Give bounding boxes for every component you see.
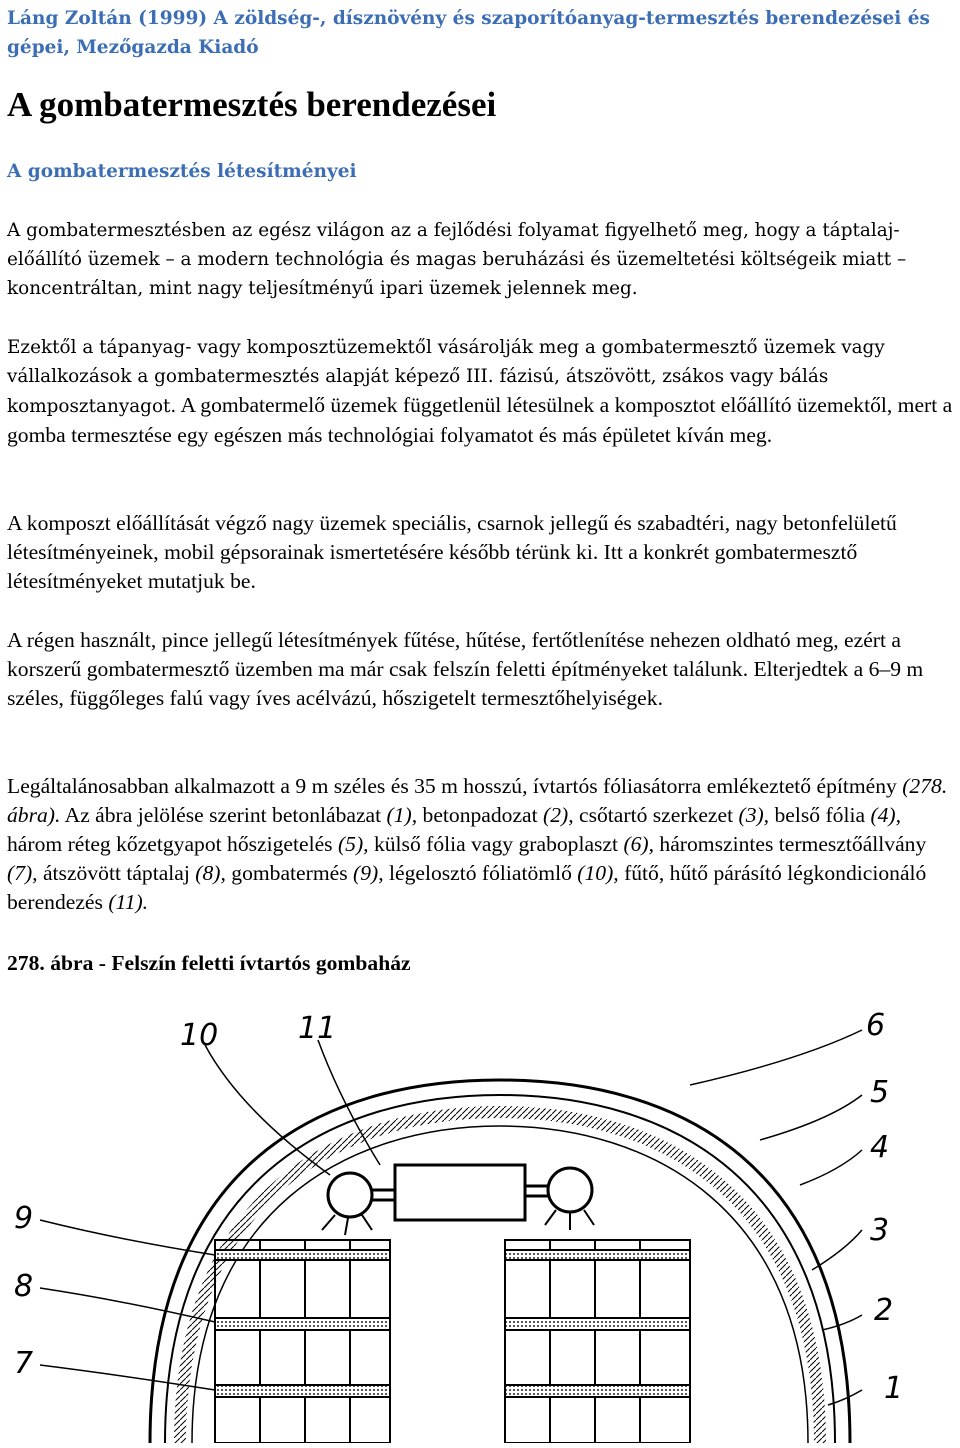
p5-text: csőtartó szerkezet	[573, 803, 739, 827]
source-line-1: Láng Zoltán (1999) A zöldség-, dísznövény és szaporítóanyag-termesztés berendezései és	[7, 8, 930, 29]
p5-text: Az ábra jelölése szerint betonlábazat	[60, 803, 387, 827]
p5-text: belső fólia	[769, 803, 871, 827]
p5-ref: (4),	[870, 803, 902, 827]
paragraph-3: A komposzt előállítását végző nagy üzemek speciális, csarnok jellegű és szabadtéri, nagy betonfelületű létesítményeinek, mobil gépsorainak ismertetésére később térünk ki. Itt a konkrét gombatermesztő létesítményeket mutatjuk be.	[7, 511, 897, 593]
p5-text: gombatermés	[225, 861, 354, 885]
paragraph-2-part-a: Ezektől a tápanyag- vagy komposztüzemektől vásárolják meg a gombatermesztő üzemek vagy vállalkozások a gombatermesztés alapját képező III. fázisú, átszövött, zsákos vagy bálás komposztanyagot.	[7, 337, 885, 417]
p5-text: háromszintes termesztőállvány	[654, 832, 927, 856]
shelving-left	[215, 1240, 390, 1443]
air-conditioning-unit	[395, 1165, 525, 1220]
mushroom-house-figure	[0, 1000, 960, 1443]
p5-ref: (10),	[577, 861, 619, 885]
p5-ref: (11).	[108, 890, 149, 914]
duct-left-circle	[328, 1173, 372, 1217]
label-2: 2	[874, 1293, 894, 1328]
figure-caption: 278. ábra - Felszín feletti ívtartós gombaház	[7, 951, 411, 975]
shelving-right	[505, 1240, 690, 1443]
label-8: 8	[14, 1269, 34, 1304]
label-11: 11	[298, 1011, 337, 1046]
label-5: 5	[870, 1075, 890, 1110]
label-3: 3	[870, 1213, 890, 1248]
p5-ref: (8),	[195, 861, 226, 885]
source-citation	[7, 4, 955, 62]
source-line-2: gépei, Mezőgazda Kiadó	[7, 37, 259, 58]
p5-text: betonpadozat	[417, 803, 544, 827]
p5-ref: (278. ábra).	[7, 774, 948, 827]
paragraph-1: A gombatermesztésben az egész világon az a fejlődési folyamat figyelhető meg, hogy a táptalaj-előállító üzemek – a modern technológia és magas beruházási és üzemeltetési költségeik miatt – koncentráltan, mint nagy teljesítményű ipari üzemek jelennek meg.	[7, 220, 907, 299]
label-4: 4	[870, 1130, 890, 1165]
paragraph-2-part-b: A gombatermelő üzemek függetlenül létesülnek a komposztot előállító üzemektől, mert a gomba termesztése egy egészen más technológiai folyamatot és más épületet kíván meg.	[7, 393, 953, 447]
label-7: 7	[14, 1346, 34, 1381]
p5-ref: (5),	[337, 832, 369, 856]
duct-right-circle	[548, 1168, 592, 1212]
p5-text: átszövött táptalaj	[37, 861, 196, 885]
p5-text: három réteg kőzetgyapot hőszigetelés	[7, 832, 338, 856]
p5-ref: (9),	[353, 861, 384, 885]
p5-ref: (3),	[738, 803, 770, 827]
label-10: 10	[180, 1018, 219, 1053]
mushroom-house-drawing	[0, 1000, 960, 1443]
paragraph-5	[7, 772, 955, 917]
paragraph-2	[7, 333, 955, 451]
label-1: 1	[884, 1371, 904, 1406]
p5-ref: (7),	[7, 861, 38, 885]
paragraph-4: A régen használt, pince jellegű létesítmények fűtése, hűtése, fertőtlenítése nehezen oldható meg, ezért a korszerű gombatermesztő üzemben ma már csak felszín feletti építményeket találunk. Elterjedtek a 6–9 m széles, függőleges falú vagy íves acélvázú, hőszigetelt termesztőhelyiségek.	[7, 628, 924, 710]
p5-ref: (2),	[543, 803, 574, 827]
p5-ref: (6),	[623, 832, 655, 856]
p5-text: külső fólia vagy graboplaszt	[368, 832, 624, 856]
page-title: A gombatermesztés berendezései	[7, 85, 497, 124]
p5-text: Legáltalánosabban alkalmazott a 9 m széles és 35 m hosszú, ívtartós fóliasátorra emlékeztető építmény	[7, 774, 903, 798]
section-subtitle: A gombatermesztés létesítményei	[7, 161, 357, 182]
p5-ref: (1),	[386, 803, 418, 827]
p5-text: fűtő, hűtő párásító légkondicionáló berendezés	[7, 861, 927, 914]
p5-text: légelosztó fóliatömlő	[383, 861, 578, 885]
label-9: 9	[14, 1201, 34, 1236]
label-6: 6	[866, 1008, 886, 1043]
